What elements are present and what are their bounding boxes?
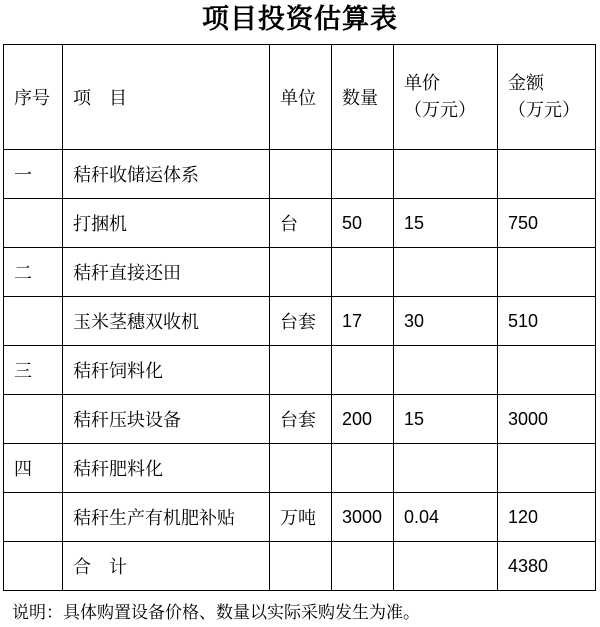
table-row: [4, 444, 596, 493]
cell-unit: [270, 248, 332, 297]
header-price-label: 单价: [404, 73, 440, 94]
cell-price: [394, 150, 498, 199]
footnote: 说明：具体购置设备价格、数量以实际采购发生为准。: [12, 603, 420, 623]
cell-seq: [4, 395, 63, 444]
cell-seq: 三: [4, 346, 63, 395]
cell-item: 玉米茎穗双收机: [63, 297, 270, 346]
cell-seq: 一: [4, 150, 63, 199]
table-row: [4, 150, 596, 199]
cell-amount: [498, 346, 596, 395]
cell-amount: 3000: [498, 395, 596, 444]
cell-price: [394, 542, 498, 591]
page-title: 项目投资估算表: [202, 4, 398, 35]
header-amount-label: 金额: [508, 73, 544, 94]
cell-price: 30: [394, 297, 498, 346]
cell-unit: [270, 150, 332, 199]
header-item: 项 目: [63, 45, 270, 150]
cell-qty: [332, 150, 394, 199]
table-row: [4, 248, 596, 297]
cell-qty: [332, 542, 394, 591]
cell-amount: 510: [498, 297, 596, 346]
cell-unit: 万吨: [270, 493, 332, 542]
cell-item: 秸秆饲料化: [63, 346, 270, 395]
table-row: [4, 199, 596, 248]
header-seq: 序号: [4, 45, 63, 150]
cell-price: [394, 444, 498, 493]
header-price: [394, 45, 498, 150]
cell-seq: [4, 542, 63, 591]
cell-seq: [4, 493, 63, 542]
cell-amount: [498, 444, 596, 493]
cell-price: [394, 248, 498, 297]
cell-unit: 台套: [270, 395, 332, 444]
cell-amount: 120: [498, 493, 596, 542]
cell-unit: [270, 542, 332, 591]
cell-item: 合 计: [63, 542, 270, 591]
cell-price: [394, 346, 498, 395]
header-amount: [498, 45, 596, 150]
cell-unit: 台: [270, 199, 332, 248]
cell-price: 15: [394, 199, 498, 248]
table-row: [4, 297, 596, 346]
cell-qty: 50: [332, 199, 394, 248]
cell-seq: [4, 297, 63, 346]
cell-item: 秸秆收储运体系: [63, 150, 270, 199]
cell-seq: [4, 199, 63, 248]
table-row: [4, 346, 596, 395]
cell-unit: [270, 346, 332, 395]
table-row: [4, 493, 596, 542]
table-row: [4, 395, 596, 444]
cell-item: 打捆机: [63, 199, 270, 248]
cell-qty: [332, 346, 394, 395]
investment-estimate-table: [3, 44, 596, 591]
cell-price: 0.04: [394, 493, 498, 542]
cell-item: 秸秆直接还田: [63, 248, 270, 297]
cell-qty: [332, 248, 394, 297]
cell-qty: 200: [332, 395, 394, 444]
cell-seq: 四: [4, 444, 63, 493]
header-amount-unit: （万元）: [508, 100, 580, 121]
cell-qty: 3000: [332, 493, 394, 542]
cell-item: 秸秆肥料化: [63, 444, 270, 493]
cell-price: 15: [394, 395, 498, 444]
cell-amount: [498, 150, 596, 199]
cell-amount: 750: [498, 199, 596, 248]
header-qty: 数量: [332, 45, 394, 150]
table-row: [4, 542, 596, 591]
header-price-unit: （万元）: [404, 100, 476, 121]
cell-amount: 4380: [498, 542, 596, 591]
cell-qty: [332, 444, 394, 493]
cell-unit: [270, 444, 332, 493]
cell-item: 秸秆生产有机肥补贴: [63, 493, 270, 542]
cell-amount: [498, 248, 596, 297]
table-header-row: [4, 45, 596, 150]
cell-seq: 二: [4, 248, 63, 297]
cell-qty: 17: [332, 297, 394, 346]
cell-item: 秸秆压块设备: [63, 395, 270, 444]
cell-unit: 台套: [270, 297, 332, 346]
header-unit: 单位: [270, 45, 332, 150]
